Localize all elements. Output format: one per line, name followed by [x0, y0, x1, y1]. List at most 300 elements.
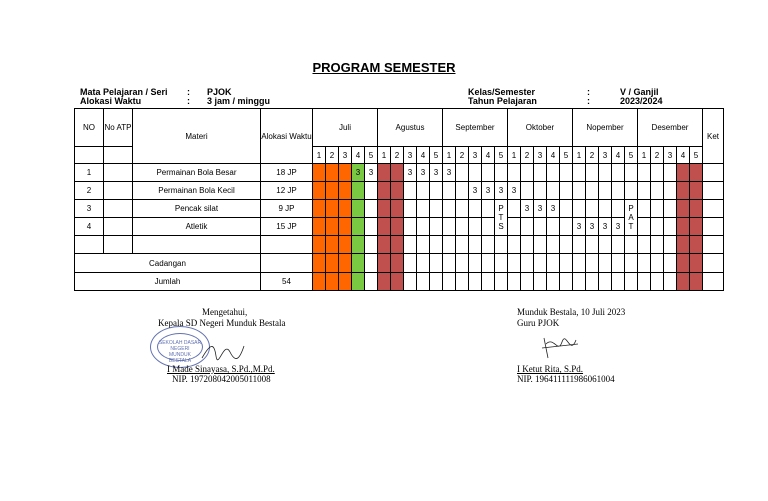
week-cell [586, 200, 599, 218]
week-number: 5 [560, 147, 573, 164]
week-cell [508, 218, 521, 236]
pat-letter: T [628, 222, 634, 231]
jumlah-value: 54 [261, 273, 313, 291]
week-cell [404, 273, 417, 291]
week-cell [690, 164, 703, 182]
week-cell [560, 164, 573, 182]
week-cell [313, 218, 326, 236]
kelas-label: Kelas/Semester [468, 87, 536, 97]
week-cell [339, 254, 352, 273]
week-cell [339, 236, 352, 254]
row-materi [133, 236, 261, 254]
week-cell [391, 218, 404, 236]
week-cell [677, 218, 690, 236]
week-cell [560, 254, 573, 273]
week-number: 3 [469, 147, 482, 164]
week-cell [404, 254, 417, 273]
sig-right-line1: Munduk Bestala, 10 Juli 2023 [517, 307, 626, 317]
week-cell [482, 254, 495, 273]
week-cell [391, 273, 404, 291]
week-cell [573, 254, 586, 273]
week-cell [560, 273, 573, 291]
week-cell [326, 254, 339, 273]
week-cell [456, 164, 469, 182]
week-cell [677, 164, 690, 182]
week-cell [391, 254, 404, 273]
week-cell: 3 [534, 200, 547, 218]
week-cell [638, 273, 651, 291]
row-alokasi: 9 JP [261, 200, 313, 218]
week-cell [521, 236, 534, 254]
week-cell: 3 [599, 218, 612, 236]
week-cell [612, 182, 625, 200]
week-cell [651, 254, 664, 273]
cadangan-alokasi [261, 254, 313, 273]
week-cell [677, 236, 690, 254]
week-cell: 3 [495, 182, 508, 200]
week-cell [586, 236, 599, 254]
week-cell [677, 182, 690, 200]
pts-letter: T [498, 213, 504, 222]
week-cell [339, 200, 352, 218]
week-cell [326, 182, 339, 200]
week-cell [378, 236, 391, 254]
week-cell [430, 218, 443, 236]
week-number: 3 [534, 147, 547, 164]
week-cell [508, 236, 521, 254]
pts-letter: S [498, 222, 504, 231]
week-cell: 3 [404, 164, 417, 182]
week-cell [469, 218, 482, 236]
week-cell [313, 254, 326, 273]
week-cell [547, 273, 560, 291]
week-cell [508, 200, 521, 218]
week-cell [456, 273, 469, 291]
week-cell [326, 218, 339, 236]
week-cell [625, 164, 638, 182]
sig-left-name: I Made Sinayasa, S.Pd.,M.Pd. [167, 364, 275, 374]
table-row [75, 200, 724, 218]
row-no: 3 [75, 200, 104, 218]
pts-marker [495, 200, 508, 236]
week-cell [534, 236, 547, 254]
week-cell [495, 273, 508, 291]
week-cell [547, 218, 560, 236]
week-number: 2 [521, 147, 534, 164]
week-cell [508, 254, 521, 273]
week-cell [651, 182, 664, 200]
week-cell [365, 273, 378, 291]
header-no-blank [75, 147, 104, 164]
stamp-bottom-text: MUNDUK BESTALA [168, 352, 192, 364]
week-cell [612, 164, 625, 182]
week-number: 2 [586, 147, 599, 164]
week-cell [586, 254, 599, 273]
row-alokasi: 18 JP [261, 164, 313, 182]
week-cell [352, 254, 365, 273]
week-cell [638, 200, 651, 218]
week-number: 1 [573, 147, 586, 164]
week-cell [482, 164, 495, 182]
row-materi: Permainan Bola Kecil [133, 182, 261, 200]
week-cell [651, 236, 664, 254]
week-cell [560, 182, 573, 200]
week-cell [534, 218, 547, 236]
week-number: 4 [547, 147, 560, 164]
week-cell [326, 200, 339, 218]
mapel-label: Mata Pelajaran / Seri [80, 87, 168, 97]
pat-letter: A [628, 213, 634, 222]
week-cell [469, 254, 482, 273]
row-atp [104, 236, 133, 254]
week-cell [378, 200, 391, 218]
week-number: 4 [677, 147, 690, 164]
signature-left [200, 338, 246, 364]
week-cell [664, 182, 677, 200]
week-cell: 3 [469, 182, 482, 200]
week-cell [599, 200, 612, 218]
week-cell [378, 218, 391, 236]
row-no: 1 [75, 164, 104, 182]
week-cell [404, 218, 417, 236]
week-cell [365, 236, 378, 254]
week-cell: 3 [365, 164, 378, 182]
week-cell [638, 236, 651, 254]
week-cell: 3 [612, 218, 625, 236]
row-atp [104, 218, 133, 236]
week-cell [651, 218, 664, 236]
row-atp [104, 200, 133, 218]
week-cell [443, 273, 456, 291]
week-cell [326, 273, 339, 291]
week-number: 2 [391, 147, 404, 164]
week-number: 4 [612, 147, 625, 164]
week-cell [508, 273, 521, 291]
week-cell [664, 273, 677, 291]
week-cell [664, 254, 677, 273]
row-materi: Pencak silat [133, 200, 261, 218]
week-cell [547, 254, 560, 273]
week-cell [521, 182, 534, 200]
week-cell [638, 254, 651, 273]
week-cell [313, 273, 326, 291]
week-cell [651, 200, 664, 218]
week-cell [495, 254, 508, 273]
row-alokasi: 15 JP [261, 218, 313, 236]
week-cell [443, 218, 456, 236]
week-number: 5 [495, 147, 508, 164]
week-cell [638, 164, 651, 182]
row-materi: Atletik [133, 218, 261, 236]
week-cell [677, 254, 690, 273]
sig-left-line2: Kepala SD Negeri Munduk Bestala [158, 318, 286, 328]
week-cell [365, 182, 378, 200]
week-cell [651, 273, 664, 291]
week-cell [430, 200, 443, 218]
week-number: 1 [443, 147, 456, 164]
header-alokasi: Alokasi Waktu [261, 109, 313, 164]
week-cell [638, 182, 651, 200]
week-cell [573, 164, 586, 182]
week-cell [469, 236, 482, 254]
week-cell [534, 254, 547, 273]
row-no [75, 236, 104, 254]
month-header: September [443, 109, 508, 147]
row-atp [104, 164, 133, 182]
week-cell [378, 273, 391, 291]
week-cell [391, 200, 404, 218]
week-cell [625, 182, 638, 200]
stamp-top-text: SEKOLAH DASAR NEGERI [158, 340, 202, 352]
week-cell [430, 273, 443, 291]
week-cell [313, 236, 326, 254]
week-cell [495, 236, 508, 254]
kelas-value: V / Ganjil [620, 87, 659, 97]
sig-right-line2: Guru PJOK [517, 318, 560, 328]
week-cell [313, 200, 326, 218]
sig-left-nip: NIP. 197208042005011008 [172, 374, 271, 384]
week-cell [443, 200, 456, 218]
week-cell [313, 182, 326, 200]
week-cell [417, 182, 430, 200]
table-row [75, 236, 724, 254]
row-no: 4 [75, 218, 104, 236]
week-cell [586, 182, 599, 200]
week-cell: 3 [430, 164, 443, 182]
week-cell [560, 218, 573, 236]
week-cell [664, 218, 677, 236]
week-cell [391, 182, 404, 200]
week-cell: 3 [547, 200, 560, 218]
week-cell [547, 236, 560, 254]
row-ket [703, 236, 724, 254]
week-number: 3 [404, 147, 417, 164]
week-cell: 3 [586, 218, 599, 236]
week-cell [677, 273, 690, 291]
week-cell [417, 254, 430, 273]
week-cell [443, 182, 456, 200]
week-cell [430, 236, 443, 254]
week-cell [690, 273, 703, 291]
week-cell [352, 200, 365, 218]
week-cell [365, 200, 378, 218]
week-cell [625, 254, 638, 273]
tahun-value: 2023/2024 [620, 96, 663, 106]
week-cell [664, 200, 677, 218]
week-cell [534, 273, 547, 291]
week-cell [313, 164, 326, 182]
week-cell: 3 [482, 182, 495, 200]
week-number: 3 [664, 147, 677, 164]
week-cell [573, 236, 586, 254]
week-cell [339, 182, 352, 200]
week-cell [482, 236, 495, 254]
week-cell: 3 [443, 164, 456, 182]
week-cell [469, 200, 482, 218]
week-cell [339, 218, 352, 236]
week-number: 2 [651, 147, 664, 164]
week-cell [625, 273, 638, 291]
week-cell [443, 254, 456, 273]
week-cell: 3 [521, 200, 534, 218]
week-cell [417, 200, 430, 218]
week-cell [482, 218, 495, 236]
week-number: 4 [482, 147, 495, 164]
week-cell: 3 [573, 218, 586, 236]
week-cell [625, 236, 638, 254]
week-cell [664, 236, 677, 254]
week-cell [352, 218, 365, 236]
week-cell [443, 236, 456, 254]
week-cell [352, 273, 365, 291]
week-cell [573, 200, 586, 218]
header-materi: Materi [133, 109, 261, 164]
signature-right [540, 332, 580, 362]
week-cell [495, 164, 508, 182]
colon: : [587, 87, 590, 97]
week-cell [508, 164, 521, 182]
week-cell [365, 218, 378, 236]
week-number: 5 [430, 147, 443, 164]
colon: : [187, 87, 190, 97]
week-cell [417, 273, 430, 291]
week-cell [339, 164, 352, 182]
week-number: 2 [456, 147, 469, 164]
table-row [75, 182, 724, 200]
row-atp [104, 182, 133, 200]
week-cell [599, 182, 612, 200]
week-number: 4 [417, 147, 430, 164]
week-number: 1 [313, 147, 326, 164]
row-alokasi [261, 236, 313, 254]
week-cell: 3 [352, 164, 365, 182]
semester-table [74, 108, 724, 291]
week-cell [521, 254, 534, 273]
week-cell [521, 273, 534, 291]
week-cell [560, 236, 573, 254]
week-cell [482, 273, 495, 291]
sig-left-line1: Mengetahui, [202, 307, 248, 317]
week-number: 5 [690, 147, 703, 164]
week-cell [690, 218, 703, 236]
week-cell [599, 236, 612, 254]
cadangan-label: Cadangan [75, 254, 261, 273]
week-cell [456, 200, 469, 218]
table-row [75, 164, 724, 182]
pat-marker [625, 200, 638, 236]
week-cell [404, 182, 417, 200]
row-ket [703, 218, 724, 236]
week-cell [599, 273, 612, 291]
week-cell [651, 164, 664, 182]
week-number: 1 [638, 147, 651, 164]
week-number: 5 [625, 147, 638, 164]
header-no-atp: No ATP [104, 109, 133, 147]
row-ket [703, 200, 724, 218]
row-materi: Permainan Bola Besar [133, 164, 261, 182]
colon: : [587, 96, 590, 106]
week-cell [599, 164, 612, 182]
week-number: 4 [352, 147, 365, 164]
row-no: 2 [75, 182, 104, 200]
week-cell [482, 200, 495, 218]
week-cell [612, 236, 625, 254]
month-header: Oktober [508, 109, 573, 147]
jumlah-label: Jumlah [75, 273, 261, 291]
alokasi-label: Alokasi Waktu [80, 96, 142, 106]
week-cell [547, 164, 560, 182]
week-cell [378, 182, 391, 200]
week-cell [430, 254, 443, 273]
week-cell [469, 164, 482, 182]
week-cell [612, 273, 625, 291]
page-title: PROGRAM SEMESTER [312, 60, 456, 75]
week-cell [677, 200, 690, 218]
week-number: 3 [339, 147, 352, 164]
month-header: Nopember [573, 109, 638, 147]
header-atp-blank [104, 147, 133, 164]
week-cell [352, 182, 365, 200]
month-header: Juli [313, 109, 378, 147]
week-number: 1 [508, 147, 521, 164]
row-ket [703, 182, 724, 200]
week-cell [391, 164, 404, 182]
row-ket [703, 254, 724, 273]
week-cell [469, 273, 482, 291]
week-cell [547, 182, 560, 200]
week-cell: 3 [417, 164, 430, 182]
week-cell [612, 254, 625, 273]
month-header: Agustus [378, 109, 443, 147]
week-cell [573, 182, 586, 200]
week-cell [352, 236, 365, 254]
week-cell [456, 218, 469, 236]
week-cell [612, 200, 625, 218]
week-cell [521, 164, 534, 182]
week-cell [365, 254, 378, 273]
week-cell [638, 218, 651, 236]
mapel-value: PJOK [207, 87, 232, 97]
week-cell [690, 182, 703, 200]
week-number: 1 [378, 147, 391, 164]
week-cell [326, 236, 339, 254]
week-number: 5 [365, 147, 378, 164]
row-alokasi: 12 JP [261, 182, 313, 200]
alokasi-value: 3 jam / minggu [207, 96, 271, 106]
week-cell [326, 164, 339, 182]
week-cell [690, 200, 703, 218]
sig-right-nip: NIP. 196411111986061004 [517, 374, 615, 384]
week-cell [456, 182, 469, 200]
week-cell [417, 218, 430, 236]
week-cell [573, 273, 586, 291]
week-cell [521, 218, 534, 236]
week-cell [560, 200, 573, 218]
week-cell [586, 164, 599, 182]
row-ket [703, 164, 724, 182]
week-cell [417, 236, 430, 254]
week-cell [430, 182, 443, 200]
week-cell [599, 254, 612, 273]
week-cell [404, 200, 417, 218]
week-cell [404, 236, 417, 254]
week-cell [456, 236, 469, 254]
colon: : [187, 96, 190, 106]
month-header: Desember [638, 109, 703, 147]
week-cell [586, 273, 599, 291]
week-cell [378, 254, 391, 273]
week-cell [378, 164, 391, 182]
